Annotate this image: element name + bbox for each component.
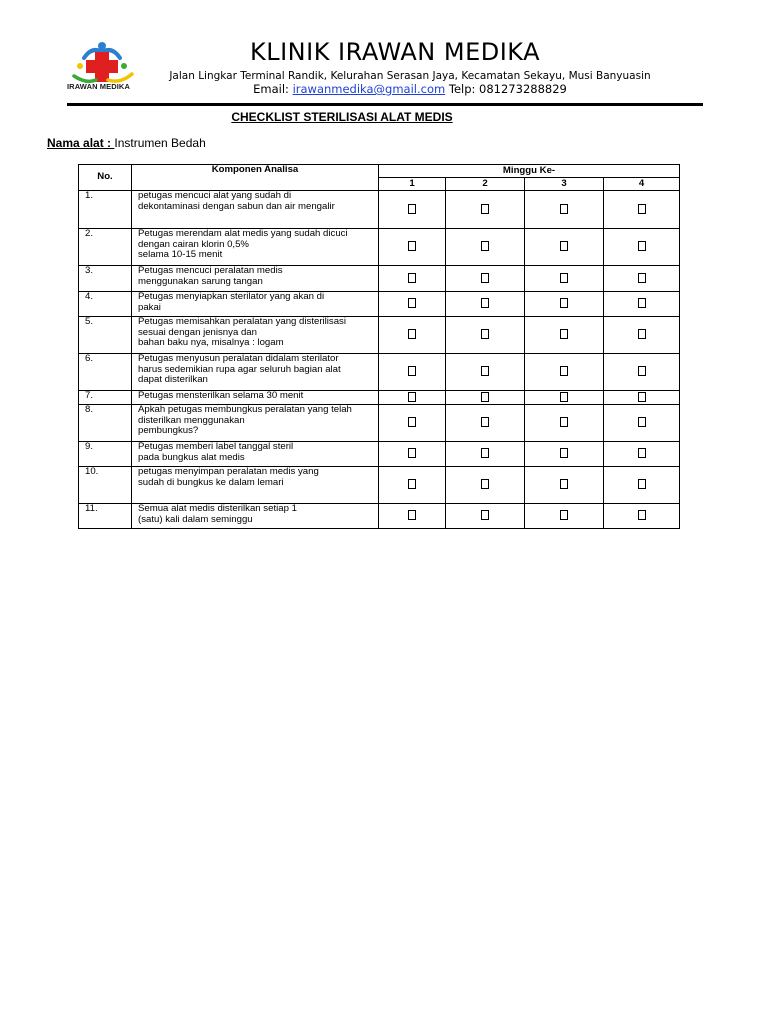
checkbox-icon[interactable]: [638, 241, 646, 251]
checkbox-icon[interactable]: [481, 417, 489, 427]
table-row: [79, 405, 680, 442]
week-3-cell: [525, 292, 604, 317]
week-4-header: 4: [604, 178, 680, 191]
table-header-row: [79, 165, 680, 178]
component-text-line: pakai: [138, 301, 161, 313]
week-4-cell: [604, 467, 680, 504]
component-cell: [132, 354, 379, 391]
component-cell: [132, 229, 379, 266]
row-number: 3.: [79, 266, 132, 292]
row-number: 6.: [79, 354, 132, 391]
checkbox-icon[interactable]: [408, 329, 416, 339]
checkbox-icon[interactable]: [638, 510, 646, 520]
checkbox-icon[interactable]: [638, 417, 646, 427]
col-header-component: Komponen Analisa: [132, 165, 379, 191]
component-cell: [132, 317, 379, 354]
table-row: [79, 504, 680, 529]
logo-text: IRAWAN MEDIKA: [67, 82, 130, 91]
week-1-cell: [379, 467, 446, 504]
component-text-line: Semua alat medis disterilkan setiap 1: [138, 503, 297, 514]
tool-name-label: Nama alat :: [47, 136, 115, 150]
col-header-no: No.: [79, 165, 132, 191]
week-3-cell: [525, 467, 604, 504]
component-text-line: menggunakan sarung tangan: [138, 275, 263, 287]
week-3-cell: [525, 405, 604, 442]
week-4-cell: [604, 317, 680, 354]
table-row: [79, 229, 680, 266]
component-text-line: bahan baku nya, misalnya : logam: [138, 337, 284, 349]
checkbox-icon[interactable]: [560, 510, 568, 520]
checkbox-icon[interactable]: [408, 204, 416, 214]
table-row: [79, 191, 680, 229]
component-text-line: dekontaminasi dengan sabun dan air mengalir: [138, 200, 335, 212]
week-1-cell: [379, 504, 446, 529]
checkbox-icon[interactable]: [481, 273, 489, 283]
week-1-cell: [379, 191, 446, 229]
week-1-header: 1: [379, 178, 446, 191]
week-3-header: 3: [525, 178, 604, 191]
row-number: 5.: [79, 317, 132, 354]
row-number: 2.: [79, 229, 132, 266]
email-label: Email:: [253, 82, 293, 96]
checkbox-icon[interactable]: [408, 298, 416, 308]
week-3-cell: [525, 266, 604, 292]
week-2-cell: [446, 292, 525, 317]
week-4-cell: [604, 292, 680, 317]
logo-cross-horizontal: [86, 60, 118, 73]
component-text-line: dapat disterilkan: [138, 374, 208, 386]
row-number: 11.: [79, 504, 132, 529]
checkbox-icon[interactable]: [638, 392, 646, 402]
checkbox-icon[interactable]: [560, 392, 568, 402]
component-text-line: Petugas merendam alat medis yang sudah dicuci: [138, 228, 348, 239]
component-cell: [132, 391, 379, 405]
checkbox-icon[interactable]: [638, 273, 646, 283]
header-divider: [67, 103, 703, 106]
week-4-cell: [604, 391, 680, 405]
week-1-cell: [379, 442, 446, 467]
checkbox-icon[interactable]: [638, 366, 646, 376]
week-1-cell: [379, 229, 446, 266]
week-2-cell: [446, 266, 525, 292]
table-row: [79, 442, 680, 467]
week-3-cell: [525, 442, 604, 467]
component-text-line: sesuai dengan jenisnya dan: [138, 326, 257, 338]
week-2-cell: [446, 317, 525, 354]
week-4-cell: [604, 229, 680, 266]
checkbox-icon[interactable]: [560, 273, 568, 283]
week-2-cell: [446, 467, 525, 504]
checkbox-icon[interactable]: [481, 298, 489, 308]
component-text-line: Apkah petugas membungkus peralatan yang telah: [138, 404, 352, 415]
row-number: 9.: [79, 442, 132, 467]
component-text-line: harus sedemikian rupa agar seluruh bagian alat: [138, 363, 341, 375]
row-number: 8.: [79, 405, 132, 442]
checkbox-icon[interactable]: [481, 241, 489, 251]
table-row: [79, 317, 680, 354]
component-cell: [132, 405, 379, 442]
checkbox-icon[interactable]: [638, 448, 646, 458]
col-header-week: Minggu Ke-: [379, 165, 680, 178]
checkbox-icon[interactable]: [408, 510, 416, 520]
component-text-line: pembungkus?: [138, 425, 199, 437]
component-cell: [132, 504, 379, 529]
checkbox-icon[interactable]: [560, 479, 568, 489]
clinic-address: Jalan Lingkar Terminal Randik, Kelurahan Serasan Jaya, Kecamatan Sekayu, Musi Banyuasin: [169, 70, 651, 82]
component-text-line: pada bungkus alat medis: [138, 451, 245, 463]
document-title: CHECKLIST STERILISASI ALAT MEDIS: [231, 110, 453, 124]
component-cell: [132, 266, 379, 292]
week-2-cell: [446, 191, 525, 229]
row-number: 7.: [79, 391, 132, 405]
checkbox-icon[interactable]: [481, 204, 489, 214]
week-4-cell: [604, 266, 680, 292]
tool-name-value: Instrumen Bedah: [114, 136, 206, 150]
table-row: [79, 467, 680, 504]
component-text-line: sudah di bungkus ke dalam lemari: [138, 476, 284, 488]
week-1-cell: [379, 266, 446, 292]
checklist-table: [78, 164, 680, 529]
checkbox-icon[interactable]: [481, 448, 489, 458]
week-2-cell: [446, 442, 525, 467]
week-1-cell: [379, 317, 446, 354]
checkbox-icon[interactable]: [481, 366, 489, 376]
clinic-name: KLINIK IRAWAN MEDIKA: [249, 38, 541, 66]
component-text-line: dengan cairan klorin 0,5%: [138, 238, 249, 250]
table-row: [79, 292, 680, 317]
component-text-line: Petugas memberi label tanggal steril: [138, 441, 294, 452]
tool-name-line: [47, 136, 206, 150]
checkbox-icon[interactable]: [560, 241, 568, 251]
week-4-cell: [604, 354, 680, 391]
phone-text: Telp: 081273288829: [445, 82, 567, 96]
week-1-cell: [379, 354, 446, 391]
checkbox-icon[interactable]: [560, 204, 568, 214]
component-text-line: Petugas menyusun peralatan didalam sterilator: [138, 353, 339, 364]
checkbox-icon[interactable]: [560, 298, 568, 308]
row-number: 4.: [79, 292, 132, 317]
checkbox-icon[interactable]: [481, 329, 489, 339]
week-3-cell: [525, 229, 604, 266]
week-3-cell: [525, 504, 604, 529]
table-row: [79, 391, 680, 405]
week-2-cell: [446, 354, 525, 391]
checkbox-icon[interactable]: [560, 417, 568, 427]
checkbox-icon[interactable]: [638, 204, 646, 214]
component-cell: [132, 467, 379, 504]
week-4-cell: [604, 405, 680, 442]
component-text-line: Petugas mensterilkan selama 30 menit: [138, 390, 304, 401]
week-1-cell: [379, 292, 446, 317]
week-1-cell: [379, 391, 446, 405]
table-row: [79, 354, 680, 391]
week-4-cell: [604, 504, 680, 529]
table-row: [79, 266, 680, 292]
checkbox-icon[interactable]: [408, 392, 416, 402]
checkbox-icon[interactable]: [408, 417, 416, 427]
clinic-contact: [160, 82, 660, 96]
email-link[interactable]: irawanmedika@gmail.com: [292, 82, 446, 96]
checkbox-icon[interactable]: [560, 366, 568, 376]
component-text-line: disterilkan menggunakan: [138, 414, 245, 426]
checkbox-icon[interactable]: [481, 510, 489, 520]
checkbox-icon[interactable]: [408, 366, 416, 376]
week-4-cell: [604, 442, 680, 467]
component-text-line: petugas menyimpan peralatan medis yang: [138, 466, 319, 477]
week-2-header: 2: [446, 178, 525, 191]
week-3-cell: [525, 354, 604, 391]
component-text-line: Petugas memisahkan peralatan yang disterilisasi: [138, 316, 346, 327]
checkbox-icon[interactable]: [408, 479, 416, 489]
component-cell: [132, 191, 379, 229]
component-text-line: Petugas menyiapkan sterilator yang akan di: [138, 291, 325, 302]
week-4-cell: [604, 191, 680, 229]
week-2-cell: [446, 391, 525, 405]
checkbox-icon[interactable]: [560, 329, 568, 339]
row-number: 10.: [79, 467, 132, 504]
checkbox-icon[interactable]: [408, 241, 416, 251]
component-text-line: petugas mencuci alat yang sudah di: [138, 190, 292, 201]
week-3-cell: [525, 191, 604, 229]
component-cell: [132, 442, 379, 467]
checkbox-icon[interactable]: [560, 448, 568, 458]
component-cell: [132, 292, 379, 317]
week-2-cell: [446, 229, 525, 266]
checkbox-icon[interactable]: [408, 448, 416, 458]
checkbox-icon[interactable]: [408, 273, 416, 283]
checkbox-icon[interactable]: [481, 392, 489, 402]
checkbox-icon[interactable]: [638, 479, 646, 489]
week-2-cell: [446, 504, 525, 529]
week-2-cell: [446, 405, 525, 442]
week-3-cell: [525, 317, 604, 354]
checkbox-icon[interactable]: [638, 329, 646, 339]
week-1-cell: [379, 405, 446, 442]
row-number: 1.: [79, 191, 132, 229]
checkbox-icon[interactable]: [638, 298, 646, 308]
component-text-line: Petugas mencuci peralatan medis: [138, 265, 283, 276]
component-text-line: (satu) kali dalam seminggu: [138, 513, 253, 525]
week-3-cell: [525, 391, 604, 405]
component-text-line: selama 10-15 menit: [138, 249, 223, 261]
checkbox-icon[interactable]: [481, 479, 489, 489]
